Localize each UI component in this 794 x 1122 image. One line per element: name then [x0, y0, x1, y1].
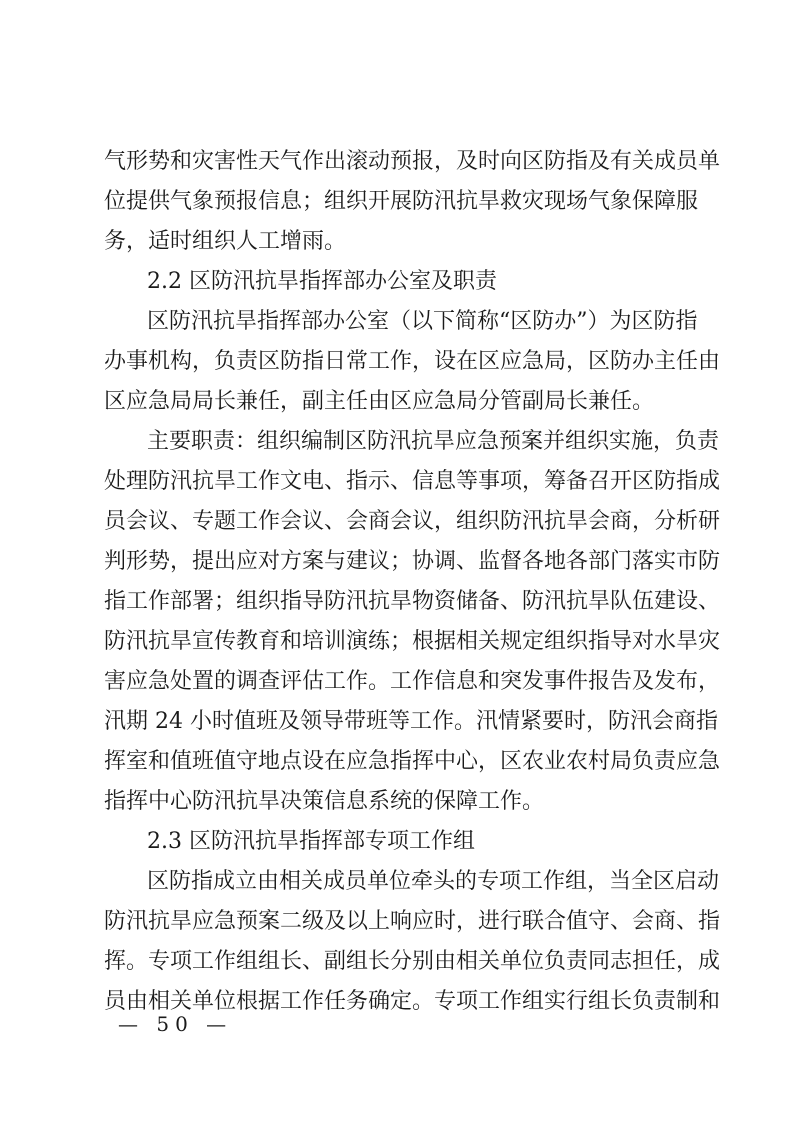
- text-line: 员由相关单位根据工作任务确定。专项工作组实行组长负责制和: [104, 989, 721, 1014]
- section-heading-2-3: 2.3 区防汛抗旱指挥部专项工作组: [147, 829, 475, 854]
- text-line: 指挥中心防汛抗旱决策信息系统的保障工作。: [104, 789, 545, 814]
- text-line: 处理防汛抗旱工作文电、指示、信息等事项，筹备召开区防指成: [104, 469, 721, 494]
- section-heading-2-2: 2.2 区防汛抗旱指挥部办公室及职责: [147, 269, 497, 294]
- text-line: 区防指成立由相关成员单位牵头的专项工作组，当全区启动: [147, 869, 720, 894]
- text-line: 指工作部署；组织指导防汛抗旱物资储备、防汛抗旱队伍建设、: [104, 589, 721, 614]
- text-line: 区应急局局长兼任，副主任由区应急局分管副局长兼任。: [104, 389, 655, 414]
- text-line: 害应急处置的调查评估工作。工作信息和突发事件报告及发布，: [104, 669, 721, 694]
- text-line: 汛期 24 小时值班及领导带班等工作。汛情紧要时，防汛会商指: [104, 709, 718, 734]
- text-line: 位提供气象预报信息；组织开展防汛抗旱救灾现场气象保障服: [104, 189, 699, 214]
- text-line: 判形势，提出应对方案与建议；协调、监督各地各部门落实市防: [104, 549, 721, 574]
- text-line: 办事机构，负责区防指日常工作，设在区应急局，区防办主任由: [104, 349, 721, 374]
- text-line: 务，适时组织人工增雨。: [104, 229, 347, 254]
- text-line: 主要职责：组织编制区防汛抗旱应急预案并组织实施，负责: [147, 429, 720, 454]
- text-line: 员会议、专题工作会议、会商会议，组织防汛抗旱会商，分析研: [104, 509, 721, 534]
- text-line: 区防汛抗旱指挥部办公室（以下简称“区防办”）为区防指: [147, 309, 698, 334]
- page-number: — 50 —: [118, 1012, 233, 1036]
- text-line: 气形势和灾害性天气作出滚动预报，及时向区防指及有关成员单: [104, 149, 721, 174]
- text-line: 挥。专项工作组组长、副组长分别由相关单位负责同志担任，成: [104, 949, 721, 974]
- text-line: 防汛抗旱宣传教育和培训演练；根据相关规定组织指导对水旱灾: [104, 629, 721, 654]
- text-line: 挥室和值班值守地点设在应急指挥中心，区农业农村局负责应急: [104, 749, 721, 774]
- text-line: 防汛抗旱应急预案二级及以上响应时，进行联合值守、会商、指: [104, 909, 721, 934]
